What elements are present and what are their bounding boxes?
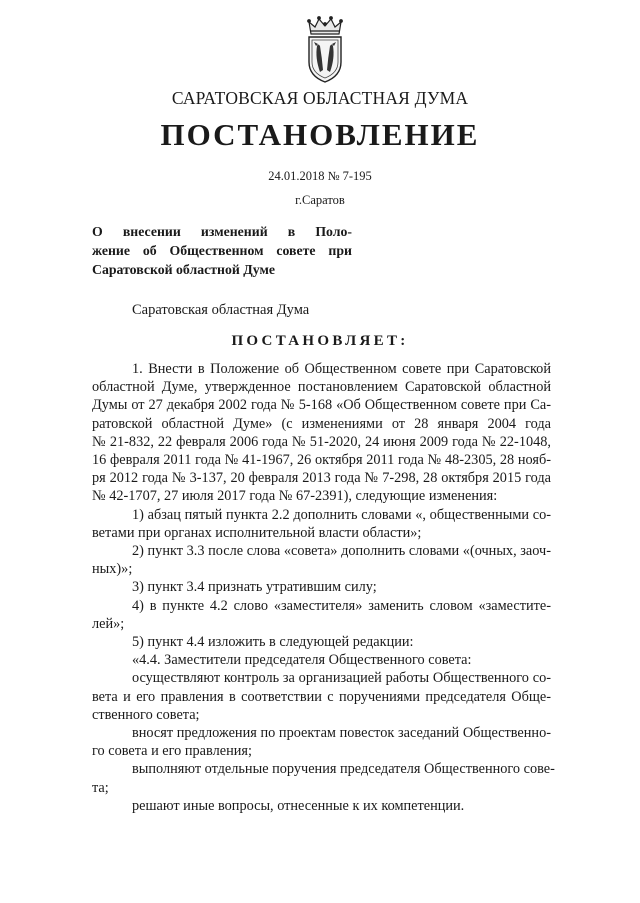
body-line: ных)»; — [92, 561, 133, 578]
body-line: ветами при органах исполнительной власти области»; — [92, 524, 422, 541]
body-line: 2) пункт 3.3 после слова «совета» дополнить словами «(очных, заоч- — [132, 543, 551, 560]
body-line: 3) пункт 3.4 признать утратившим силу; — [132, 579, 377, 596]
body-line: ственного совета; — [92, 706, 200, 723]
body-line: выполняют отдельные поручения председателя Общественного сове- — [132, 761, 555, 778]
document-type-title: ПОСТАНОВЛЕНИЕ — [160, 117, 480, 152]
issuing-body: Саратовская областная Дума — [132, 302, 310, 318]
body-line: 1. Внести в Положение об Общественном совете при Саратовской — [132, 361, 551, 377]
body-line: «4.4. Заместители председателя Общественного совета: — [132, 652, 472, 669]
body-line: лей»; — [92, 615, 125, 632]
subject-line: О внесении изменений в Поло- — [92, 224, 352, 239]
body-line: областной Думе, утвержденное постановлением Саратовской областной — [92, 379, 551, 396]
body-line: го совета и его правления; — [92, 743, 252, 760]
body-line: Думы от 27 декабря 2002 года № 5-168 «Об Общественном совете при Са- — [92, 397, 551, 414]
body-line: вносят предложения по проектам повесток заседаний Общественно- — [132, 725, 551, 742]
coat-of-arms-emblem — [301, 14, 349, 84]
body-line: № 21-832, 22 февраля 2006 года № 51-2020, 24 июня 2009 года № 22-1048, — [92, 433, 551, 450]
body-line: 5) пункт 4.4 изложить в следующей редакции: — [132, 634, 414, 651]
organization-name: САРАТОВСКАЯ ОБЛАСТНАЯ ДУМА — [171, 88, 469, 108]
body-line: 1) абзац пятый пункта 2.2 дополнить словами «, общественными со- — [132, 506, 551, 523]
body-line: та; — [92, 779, 109, 796]
date-and-number: 24.01.2018 № 7-195 — [268, 169, 372, 183]
body-line: ратовской областной Думе» (с изменениями от 28 января 2004 года — [92, 415, 551, 432]
body-line: 4) в пункте 4.2 слово «заместителя» заменить словом «заместите- — [132, 597, 551, 614]
city-name: г.Саратов — [295, 193, 345, 207]
body-line: решают иные вопросы, отнесенные к их компетенции. — [132, 797, 465, 814]
body-line: 16 февраля 2011 года № 41-1967, 26 октября 2011 года № 48-2305, 28 нояб- — [92, 452, 551, 469]
resolves-heading: ПОСТАНОВЛЯЕТ: — [231, 333, 409, 349]
body-line: вета и его правления в соответствии с поручениями председателя Обще- — [92, 688, 551, 705]
body-line: № 42-1707, 27 июля 2017 года № 67-2391), следующие изменения: — [92, 488, 498, 505]
document-body — [92, 360, 555, 815]
body-line: осуществляют контроль за организацией работы Общественного со- — [132, 670, 551, 687]
document-subject — [92, 222, 352, 279]
body-line: ря 2012 года № 3-137, 20 февраля 2013 года № 7-298, 28 октября 2015 года — [92, 470, 551, 487]
subject-line: Саратовской областной Думе — [92, 262, 276, 277]
subject-line: жение об Общественном совете при — [92, 243, 352, 258]
